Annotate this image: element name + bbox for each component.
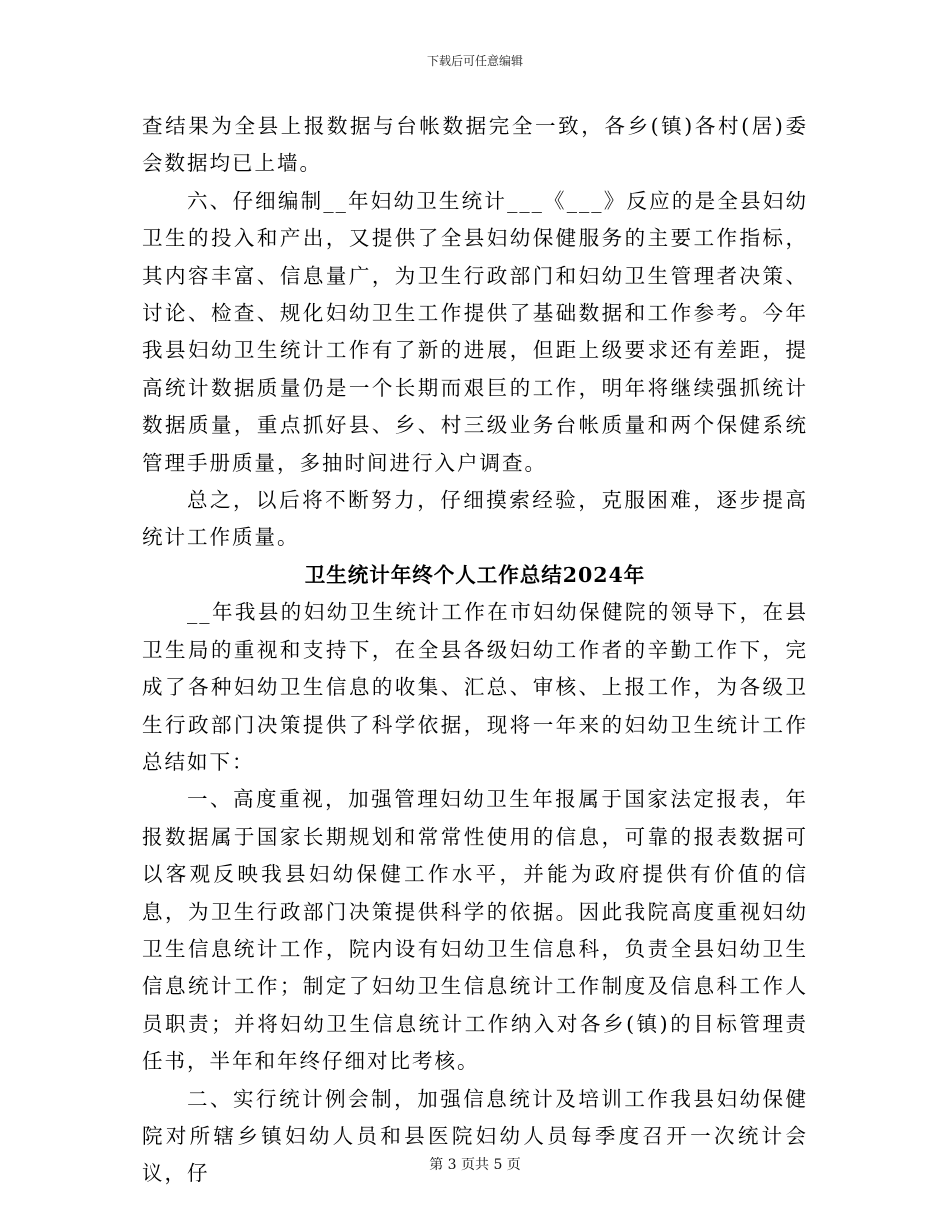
paragraph-conclusion: 总之，以后将不断努力，仔细摸索经验，克服困难，逐步提高统计工作质量。 xyxy=(142,488,808,550)
paragraph-item-two: 二、实行统计例会制，加强信息统计及培训工作我县妇幼保健院对所辖乡镇妇幼人员和县医院妇幼人员每季度召开一次统计会议，仔 xyxy=(142,1086,808,1186)
page-header: 下载后可任意编辑 xyxy=(426,54,523,68)
page-footer: 第 3 页共 5 页 xyxy=(429,1157,521,1173)
document-body xyxy=(142,108,808,1193)
paragraph-intro: __年我县的妇幼卫生统计工作在市妇幼保健院的领导下，在县卫生局的重视和支持下，在全县各级妇幼工作者的辛勤工作下，完成了各种妇幼卫生信息的收集、汇总、审核、上报工作，为各级卫生行政部门决策提供了科学依据，现将一年来的妇幼卫生统计工作总结如下： xyxy=(142,600,808,774)
section-title: 卫生统计年终个人工作总结2024年 xyxy=(304,562,646,587)
paragraph-item-one: 一、高度重视，加强管理妇幼卫生年报属于国家法定报表，年报数据属于国家长期规划和常常性使用的信息，可靠的报表数据可以客观反映我县妇幼保健工作水平，并能为政府提供有价值的信息，为卫生行政部门决策提供科学的依据。因此我院高度重视妇幼卫生信息统计工作，院内设有妇幼卫生信息科，负责全县妇幼卫生信息统计工作；制定了妇幼卫生信息统计工作制度及信息科工作人员职责；并将妇幼卫生信息统计工作纳入对各乡(镇)的目标管理责任书，半年和年终仔细对比考核。 xyxy=(142,787,808,1074)
paragraph-continuation: 查结果为全县上报数据与台帐数据完全一致，各乡(镇)各村(居)委会数据均已上墙。 xyxy=(142,114,808,176)
paragraph-item-six: 六、仔细编制__年妇幼卫生统计___《___》反应的是全县妇幼卫生的投入和产出，又提供了全县妇幼保健服务的主要工作指标，其内容丰富、信息量广，为卫生行政部门和妇幼卫生管理者决策、讨论、检查、规化妇幼卫生工作提供了基础数据和工作参考。今年我县妇幼卫生统计工作有了新的进展，但距上级要求还有差距，提高统计数据质量仍是一个长期而艰巨的工作，明年将继续强抓统计数据质量，重点抓好县、乡、村三级业务台帐质量和两个保健系统管理手册质量，多抽时间进行入户调查。 xyxy=(142,188,808,475)
